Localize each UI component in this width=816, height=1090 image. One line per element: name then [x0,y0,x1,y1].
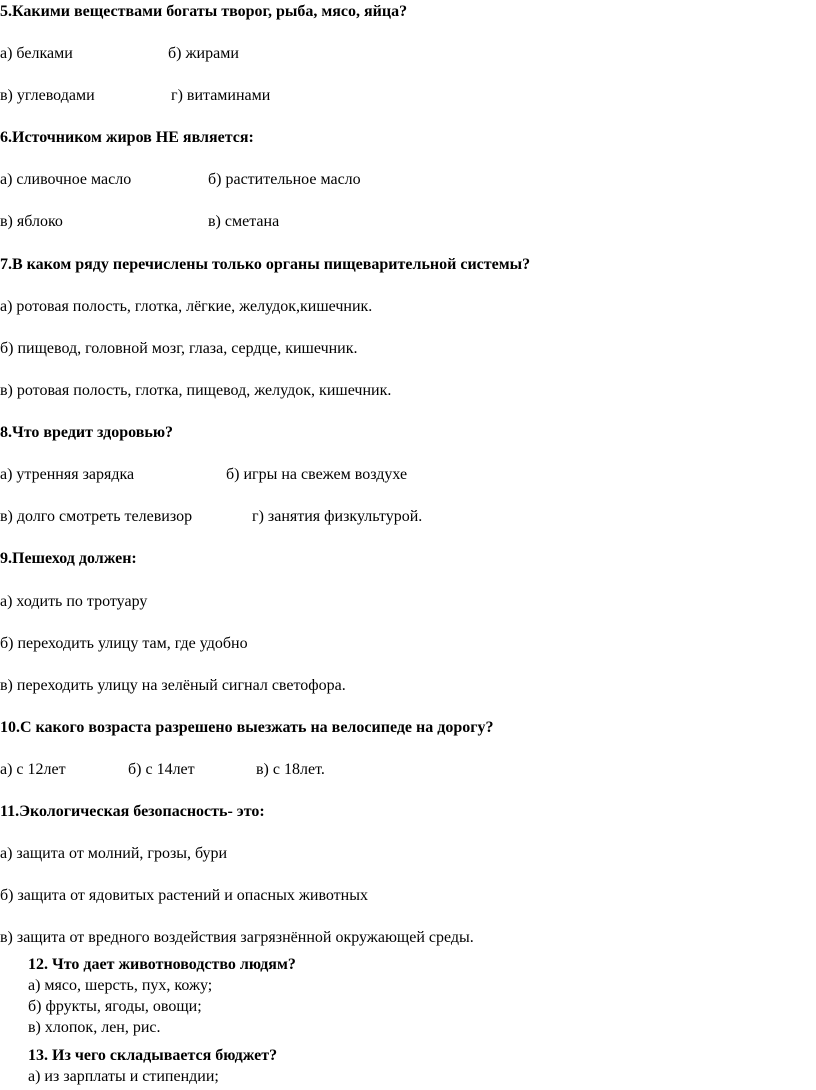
answer-option: б) растительное масло [208,171,361,188]
question-10-title: 10.С какого возраста разрешено выезжать на велосипеде на дорогу? [0,719,494,736]
question-8-title: 8.Что вредит здоровью? [0,424,174,441]
question-12-answer: в) хлопок, лен, рис. [28,1019,161,1036]
question-7-answer: в) ротовая полость, глотка, пищевод, желудок, кишечник. [0,382,392,399]
question-12-answer: а) мясо, шерсть, пух, кожу; [28,977,213,994]
answer-option: г) занятия физкультурой. [252,508,423,525]
answer-option: в) углеводами [0,87,95,104]
question-7-title: 7.В каком ряду перечислены только органы пищеварительной системы? [0,256,531,273]
answer-option: в) сметана [208,213,280,230]
answer-option: а) утренняя зарядка [0,466,135,483]
answer-option: г) витаминами [171,87,271,104]
question-11-answer: а) защита от молний, грозы, бури [0,845,228,862]
question-7-answer: б) пищевод, головной мозг, глаза, сердце, кишечник. [0,340,358,357]
question-12-answer: б) фрукты, ягоды, овощи; [28,998,202,1015]
question-9-answer: а) ходить по тротуару [0,593,148,610]
question-7-answer: а) ротовая полость, глотка, лёгкие, желудок,кишечник. [0,298,373,315]
question-9-answer: в) переходить улицу на зелёный сигнал светофора. [0,677,346,694]
question-11-title: 11.Экологическая безопасность- это: [0,803,265,820]
question-13-answer: а) из зарплаты и стипендии; [28,1068,219,1085]
question-9-answer: б) переходить улицу там, где удобно [0,635,248,652]
question-11-answer: в) защита от вредного воздействия загрязнённой окружающей среды. [0,929,474,946]
answer-option: а) белками [0,45,73,62]
question-11-answer: б) защита от ядовитых растений и опасных животных [0,887,368,904]
question-13-title: 13. Из чего складывается бюджет? [28,1047,278,1064]
answer-option: а) сливочное масло [0,171,132,188]
answer-option: б) жирами [168,45,239,62]
question-12-title: 12. Что дает животноводство людям? [28,956,296,973]
answer-option: б) игры на свежем воздухе [226,466,408,483]
answer-option: в) яблоко [0,213,63,230]
question-5-title: 5.Какими веществами богаты творог, рыба, мясо, яйца? [0,3,408,20]
answer-option: в) с 18лет. [256,761,325,778]
question-6-title: 6.Источником жиров НЕ является: [0,129,254,146]
answer-option: б) с 14лет [128,761,195,778]
question-9-title: 9.Пешеход должен: [0,550,137,567]
answer-option: а) с 12лет [0,761,66,778]
answer-option: в) долго смотреть телевизор [0,508,193,525]
